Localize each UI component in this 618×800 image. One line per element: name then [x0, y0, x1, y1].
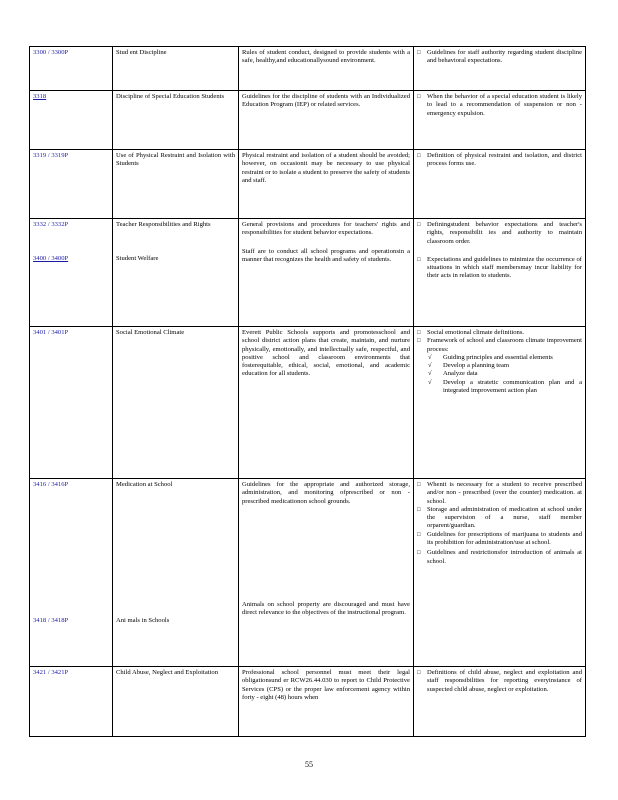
policy-bullets — [414, 91, 586, 150]
policy-title: Child Abuse, Neglect and Exploitation — [113, 667, 239, 737]
list-item: □ Social emotional climate definitions. — [417, 329, 582, 337]
check-item: √ Develop a planning team — [417, 362, 582, 370]
policy-description: Guidelines for the appropriate and authorized storage, administration, and monitoring ofprescribed or non - prescribed medicationon school grounds. Animals on school property are discouraged and must have direct relevance to the objectives of the instructional program. — [239, 479, 414, 667]
policy-bullets — [414, 327, 586, 479]
check-item: √ Guiding principles and essential elements — [417, 354, 582, 362]
policy-number: 3332 / 3332P 3400 / 3400P — [30, 219, 113, 327]
policy-number: 3319 / 3319P — [30, 150, 113, 219]
policy-number: 3300 / 3300P — [30, 47, 113, 91]
policy-bullets — [414, 150, 586, 219]
policy-number — [30, 91, 113, 150]
table-row — [30, 91, 586, 150]
check-item: √ Analyze data — [417, 370, 582, 378]
list-item: □ Guidelines for prescriptions of marijuana to students and its prohibition for administration/use at school. — [417, 531, 582, 548]
list-item: □ Definitions of child abuse, neglect and exploitation and staff responsibilities for reporting everyinstance of suspected child abuse, neglect or exploitation. — [417, 669, 582, 694]
list-item: □ Framework of school and classroom climate improvement process: √ Guiding principles and essential elements √ Develop a planning team √ Analyze data √ Develop a stratetic communication plan and a integrated improvement action plan — [417, 337, 582, 395]
checklist — [417, 354, 582, 395]
table-row — [30, 479, 586, 667]
list-item: □ When the behavior of a special education student is likely to lead to a recommendation of suspension or non - emergency expulsion. — [417, 93, 582, 118]
policy-title: Use of Physical Restraint and Isolation with Students — [113, 150, 239, 219]
list-item: □ Definingstudent behavior expectations and teacher's rights, responsibilit ies and authority to maintain classroom order. — [417, 221, 582, 246]
policy-link[interactable]: 3318 — [33, 93, 47, 100]
policy-bullets — [414, 667, 586, 737]
list-item: □ Guidelines and restrictionsfor introduction of animals at school. — [417, 549, 582, 566]
policy-bullets — [414, 479, 586, 667]
policy-description: Physical restraint and isolation of a student should be avoided; however, on occasionit may be necessary to use physical restraint or to isolate a student to preserve the safety of students and staff. — [239, 150, 414, 219]
page-number: 55 — [305, 760, 313, 769]
policy-description: General provisions and procedures for teachers' rights and responsibilities for student behavior expectations. Staff are to conduct all school programs and operationsin a manner that recognizes the health and safety of students. — [239, 219, 414, 327]
policy-title: Discipline of Special Education Students — [113, 91, 239, 150]
table-row — [30, 667, 586, 737]
table-row — [30, 327, 586, 479]
policy-bullets — [414, 219, 586, 327]
table-row — [30, 219, 586, 327]
policy-description: Guidelines for the discipline of students with an Individualized Education Program (IEP) or related services. — [239, 91, 414, 150]
policy-link[interactable]: 3400 / 3400P — [33, 255, 69, 263]
policy-description: Everett Public Schools supports and promotesschool and school district action plans that create, maintain, and nurture physically, emotionally, and intellectually safe, respectful, and positive school and classroom environments that fosterequitable, ethical, social, emotional, and academic education for all students. — [239, 327, 414, 479]
list-item: □ Whenit is necessary for a student to receive prescribed and/or non - prescribed (over the counter) medication. at school. — [417, 481, 582, 506]
policy-number: 3421 / 3421P — [30, 667, 113, 737]
policy-description: Professional school personnel must meet their legal obligationsund er RCW26.44.030 to report to Child Protective Services (CPS) or the proper law enforcement agency within forty - eight (48) hours when — [239, 667, 414, 737]
table-row — [30, 47, 586, 91]
check-item: √ Develop a stratetic communication plan and a integrated improvement action plan — [417, 379, 582, 396]
list-item: □ Guidelines for staff authority regarding student discipline and behavioral expectations. — [417, 49, 582, 66]
policy-title: Teacher Responsibilities and Rights Student Welfare — [113, 219, 239, 327]
policy-table — [29, 46, 586, 737]
policy-description: Rules of student conduct, designed to provide students with a safe, healthy,and educationallysound environment. — [239, 47, 414, 91]
policy-title: Social Emotional Climate — [113, 327, 239, 479]
policy-title: Medication at School Ani mals in Schools — [113, 479, 239, 667]
list-item: □ Storage and administration of medication at school under the supervision of a nurse, staff member orparent/guardian. — [417, 506, 582, 531]
table-row — [30, 150, 586, 219]
list-item: □ Definition of physical restraint and isolation, and district process forms use. — [417, 152, 582, 169]
policy-number: 3401 / 3401P — [30, 327, 113, 479]
policy-number: 3416 / 3416P 3418 / 3418P — [30, 479, 113, 667]
policy-bullets — [414, 47, 586, 91]
list-item: □ Expectations and guidelines to minimize the occurrence of situations in which staff membersmay incur liability for their acts in relation to students. — [417, 256, 582, 281]
policy-title: Stud ent Discipline — [113, 47, 239, 91]
